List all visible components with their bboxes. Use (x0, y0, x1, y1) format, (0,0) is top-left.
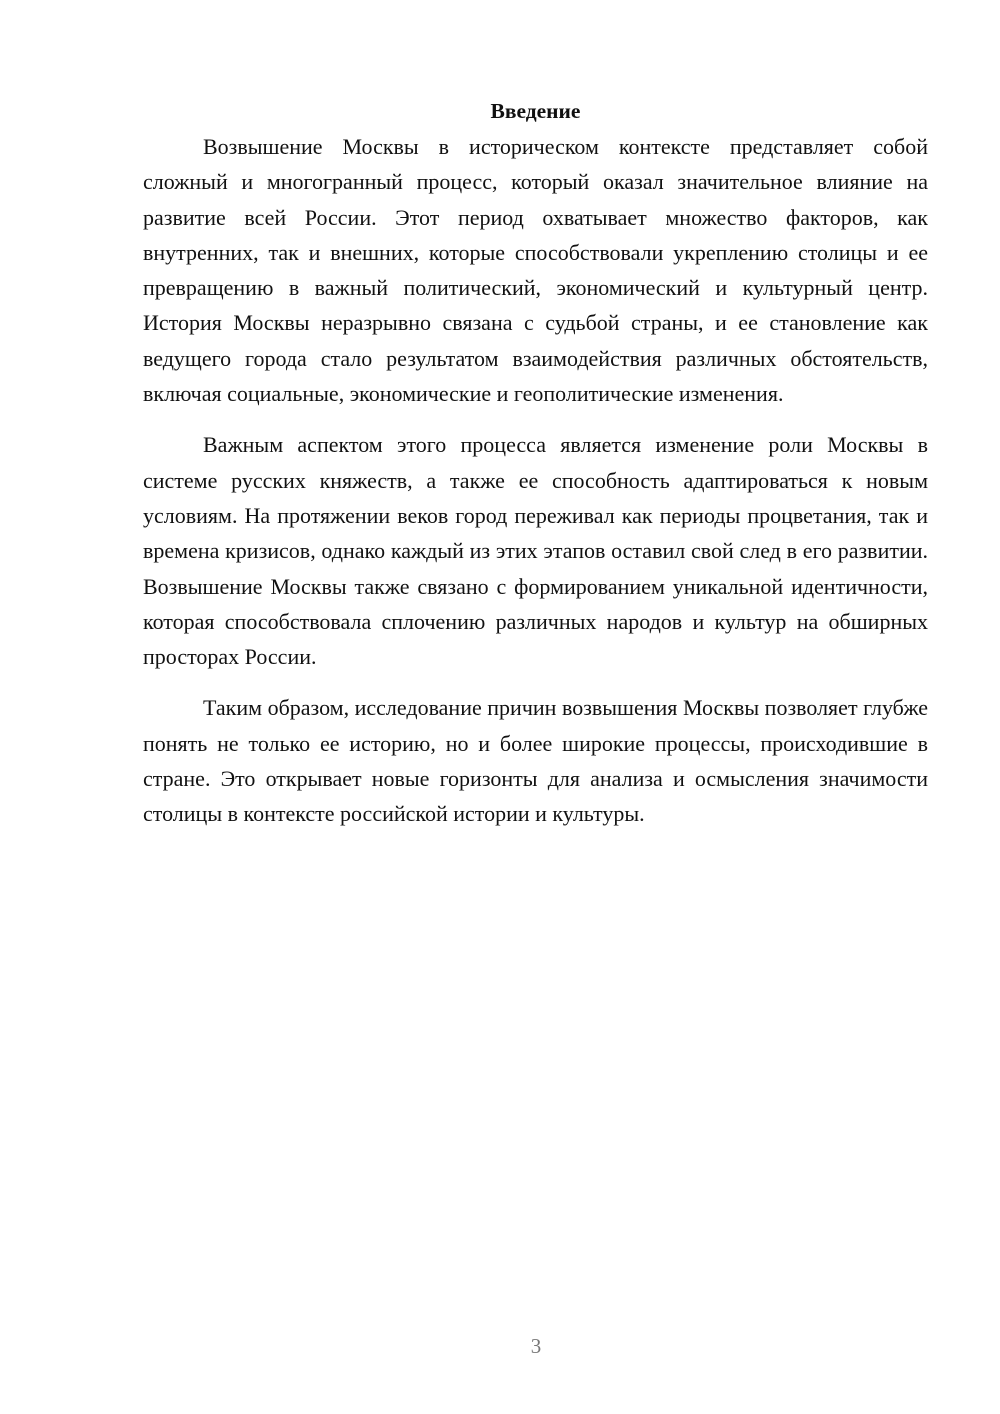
paragraph-3: Таким образом, исследование причин возвышения Москвы позволяет глубже понять не только ее историю, но и более широкие процессы, происходившие в стране. Это открывает новые горизонты для анализа и осмысления значимости столицы в контексте российской истории и культуры. (143, 695, 928, 827)
page-content (143, 96, 928, 848)
paragraph-2: Важным аспектом этого процесса является изменение роли Москвы в системе русских княжеств, а также ее способность адаптироваться к новым условиям. На протяжении веков город переживал как периоды процветания, так и времена кризисов, однако каждый из этих этапов оставил свой след в его развитии. Возвышение Москвы также связано с формированием уникальной идентичности, которая способствовала сплочению различных народов и культур на обширных просторах России. (143, 432, 928, 670)
paragraph-1: Возвышение Москвы в историческом контексте представляет собой сложный и многогранный процесс, который оказал значительное влияние на развитие всей России. Этот период охватывает множество факторов, как внутренних, так и внешних, которые способствовали укреплению столицы и ее превращению в важный политический, экономический и культурный центр. История Москвы неразрывно связана с судьбой страны, и ее становление как ведущего города стало результатом взаимодействия различных обстоятельств, включая социальные, экономические и геополитические изменения. (143, 134, 928, 407)
page-number: 3 (530, 1334, 542, 1358)
section-heading: Введение (490, 99, 581, 123)
